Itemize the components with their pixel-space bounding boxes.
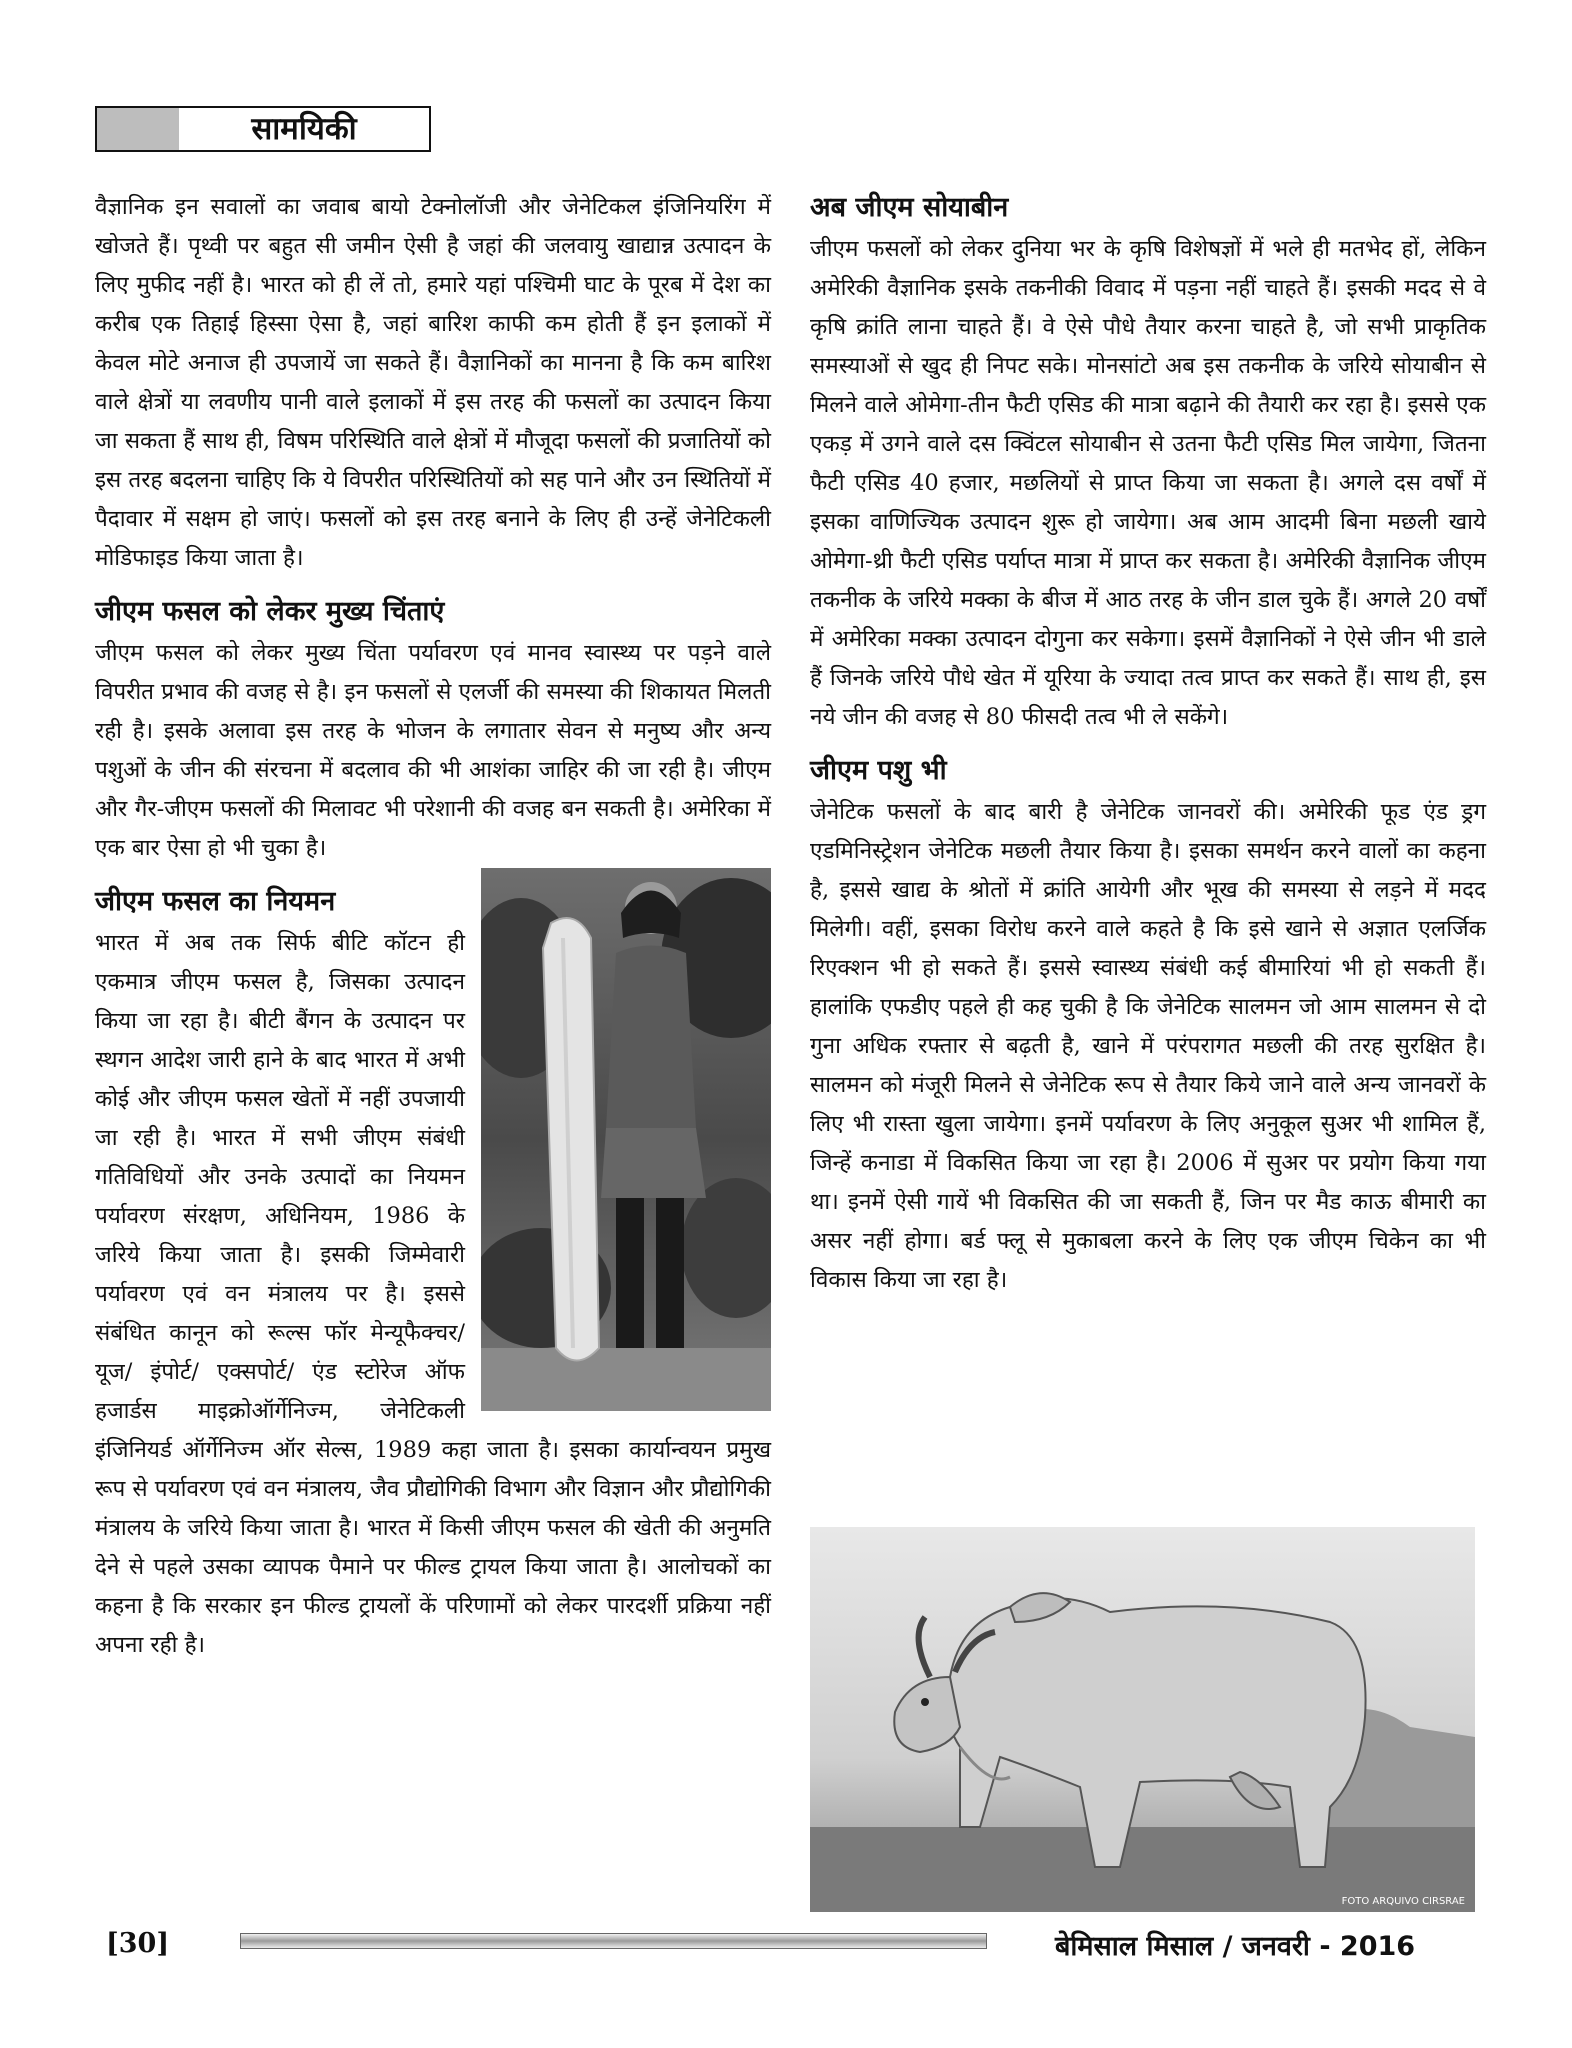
heading-gm-soybean: अब जीएम सोयाबीन bbox=[810, 192, 1009, 223]
magazine-issue: बेमिसाल मिसाल / जनवरी - 2016 bbox=[1055, 1931, 1416, 1962]
regulation-paragraph: भारत में अब तक सिर्फ बीटि कॉटन ही एकमात्र जीएम फसल है, जिसका उत्पादन किया जा रहा है। बीटी बैंगन के उत्पादन पर स्थगन आदेश जारी हाने के बाद भारत में अभी कोई और जीएम फसल खेतों में नहीं उपजायी जा रही है। भारत में सभी जीएम संबंधी गतिविधियों और उनके उत्पादों का नियमन पर्यावरण संरक्षण, अधिनियम, 1986 के जरिये किया जाता है। इसकी जिम्मेवारी पर्यावरण एवं वन मंत्रालय पर है। इससे संबंधित कानून को रूल्स फॉर मेन्यूफैक्चर/ यूज/ इंपोर्ट/ एक्सपोर्ट/ एंड स्टोरेज ऑफ हजार्डस माइक्रोऑर्गेनिज्म, जेनेटिकली इंजिनियर्ड ऑर्गेनिज्म ऑर सेल्स, 1989 कहा जाता है। इसका कार्यान्वयन प्रमुख रूप से पर्यावरण एवं वन मंत्रालय, जैव प्रौद्योगिकी विभाग और विज्ञान और प्रौद्योगिकी मंत्रालय के जरिये किया जाता है। भारत में किसी जीएम फसल की खेती की अनुमति देने से पहले उसका व्यापक पैमाने पर फील्ड ट्रायल किया जाता है। आलोचकों का कहना है कि सरकार इन फील्ड ट्रायलों कें परिणामों को लेकर पारदर्शी प्रक्रिया नहीं अपना रही है। bbox=[95, 930, 771, 1658]
heading-concerns: जीएम फसल को लेकर मुख्य चिंताएं bbox=[95, 596, 445, 627]
section-header bbox=[95, 106, 431, 152]
woman-with-gourd-image bbox=[481, 868, 771, 1411]
soybean-paragraph: जीएम फसलों को लेकर दुनिया भर के कृषि विशेषज्ञों में भले ही मतभेद हों, लेकिन अमेरिकी वैज्ञानिक इसके तकनीकी विवाद में पड़ना नहीं चाहते हैं। इसकी मदद से वे कृषि क्रांति लाना चाहते हैं। वे ऐसे पौधे तैयार करना चाहते है, जो सभी प्राकृतिक समस्याओं से खुद ही निपट सके। मोनसांटो अब इस तकनीक के जरिये सोयाबीन से मिलने वाले ओमेगा-तीन फैटी एसिड की मात्रा बढ़ाने की तैयारी कर रहा है। इससे एक एकड़ में उगने वाले दस क्विंटल सोयाबीन से उतना फैटी एसिड मिल जायेगा, जितना फैटी एसिड 40 हजार, मछलियों से प्राप्त किया जा सकता है। अगले दस वर्षों में इसका वाणिज्यिक उत्पादन शुरू हो जायेगा। अब आम आदमी बिना मछली खाये ओमेगा-थ्री फैटी एसिड पर्याप्त मात्रा में प्राप्त कर सकता है। अमेरिकी वैज्ञानिक जीएम तकनीक के जरिये मक्का के बीज में आठ तरह के जीन डाल चुके हैं। अगले 20 वर्षों में अमेरिका मक्का उत्पादन दोगुना कर सकेगा। इसमें वैज्ञानिकों ने ऐसे जीन भी डाले हैं जिनके जरिये पौधे खेत में यूरिया के ज्यादा तत्व प्राप्त कर सकते हैं। साथ ही, इस नये जीन की वजह से 80 फीसदी तत्व भी ले सकेंगे। bbox=[810, 236, 1486, 730]
intro-paragraph: वैज्ञानिक इन सवालों का जवाब बायो टेक्नोलॉजी और जेनेटिकल इंजिनियरिंग में खोजते हैं। पृथ्वी पर बहुत सी जमीन ऐसी है जहां की जलवायु खाद्यान्न उत्पादन के लिए मुफीद नहीं है। भारत को ही लें तो, हमारे यहां पश्चिमी घाट के पूरब में देश का करीब एक तिहाई हिस्सा ऐसा है, जहां बारिश काफी कम होती हैं इन इलाकों में केवल मोटे अनाज ही उपजायें जा सकते हैं। वैज्ञानिकों का मानना है कि कम बारिश वाले क्षेत्रों या लवणीय पानी वाले इलाकों में इस तरह की फसलों का उत्पादन किया जा सकता हैं साथ ही, विषम परिस्थिति वाले क्षेत्रों में मौजूदा फसलों की प्रजातियों को इस तरह बदलना चाहिए कि ये विपरीत परिस्थितियों को सह पाने और उन स्थितियों में पैदावार में सक्षम हो जाएं। फसलों को इस तरह बनाने के लिए ही उन्हें जेनेटिकली मोडिफाइड किया जाता है। bbox=[95, 194, 771, 571]
section-header-shade bbox=[97, 108, 179, 150]
section-title: सामयिकी bbox=[251, 111, 357, 147]
animals-paragraph: जेनेटिक फसलों के बाद बारी है जेनेटिक जानवरों की। अमेरिकी फूड एंड ड्रग एडमिनिस्ट्रेशन जेनेटिक मछली तैयार किया है। इसका समर्थन करने वालों का कहना है, इससे खाद्य के श्रोतों में क्रांति आयेगी और भूख की समस्या से लड़ने में मदद मिलेगी। वहीं, इसका विरोध करने वाले कहते है कि इसे खाने से अज्ञात एलर्जिक रिएक्शन भी हो सकते हैं। इससे स्वास्थ्य संबंधी कई बीमारियां भी हो सकती हैं। हालांकि एफडीए पहले ही कह चुकी है कि जेनेटिक सालमन जो आम सालमन से दो गुना अधिक रफ्तार से बढ़ती है, खाने में परंपरागत मछली की तरह सुरक्षित है। सालमन को मंजूरी मिलने से जेनेटिक रूप से तैयार किये जाने वाले अन्य जानवरों के लिए भी रास्ता खुला जायेगा। इनमें पर्यावरण के लिए अनुकूल सुअर भी शामिल हैं, जिन्हें कनाडा में विकसित किया जा रहा है। 2006 में सुअर पर प्रयोग किया गया था। इनमें ऐसी गायें भी विकसित की जा सकती हैं, जिन पर मैड काऊ बीमारी का असर नहीं होगा। बर्ड फ्लू से मुकाबला करने के लिए एक जीएम चिकेन का भी विकास किया जा रहा है। bbox=[810, 799, 1486, 1293]
bull-photo bbox=[810, 1527, 1475, 1912]
bull-image bbox=[810, 1527, 1475, 1912]
page-number: [30] bbox=[106, 1928, 170, 1959]
left-column bbox=[95, 188, 771, 1665]
heading-gm-animals: जीएम पशु भी bbox=[810, 755, 947, 786]
heading-regulation: जीएम फसल का नियमन bbox=[95, 886, 336, 917]
right-column bbox=[810, 188, 1486, 1300]
concerns-paragraph: जीएम फसल को लेकर मुख्य चिंता पर्यावरण एवं मानव स्वास्थ्य पर पड़ने वाले विपरीत प्रभाव की वजह से है। इन फसलों से एलर्जी की समस्या की शिकायत मिलती रही है। इसके अलावा इस तरह के भोजन के लगातार सेवन से मनुष्य और अन्य पशुओं के जीन की संरचना में बदलाव की भी आशंका जाहिर की जा रही है। जीएम और गैर-जीएम फसलों की मिलावट भी परेशानी की वजह बन सकती है। अमेरिका में एक बार ऐसा हो भी चुका है। bbox=[95, 640, 771, 861]
woman-with-gourd-photo bbox=[481, 868, 771, 1411]
photo-credit: FOTO ARQUIVO CIRSRAE bbox=[1341, 1896, 1465, 1907]
footer-rule bbox=[240, 1933, 987, 1949]
